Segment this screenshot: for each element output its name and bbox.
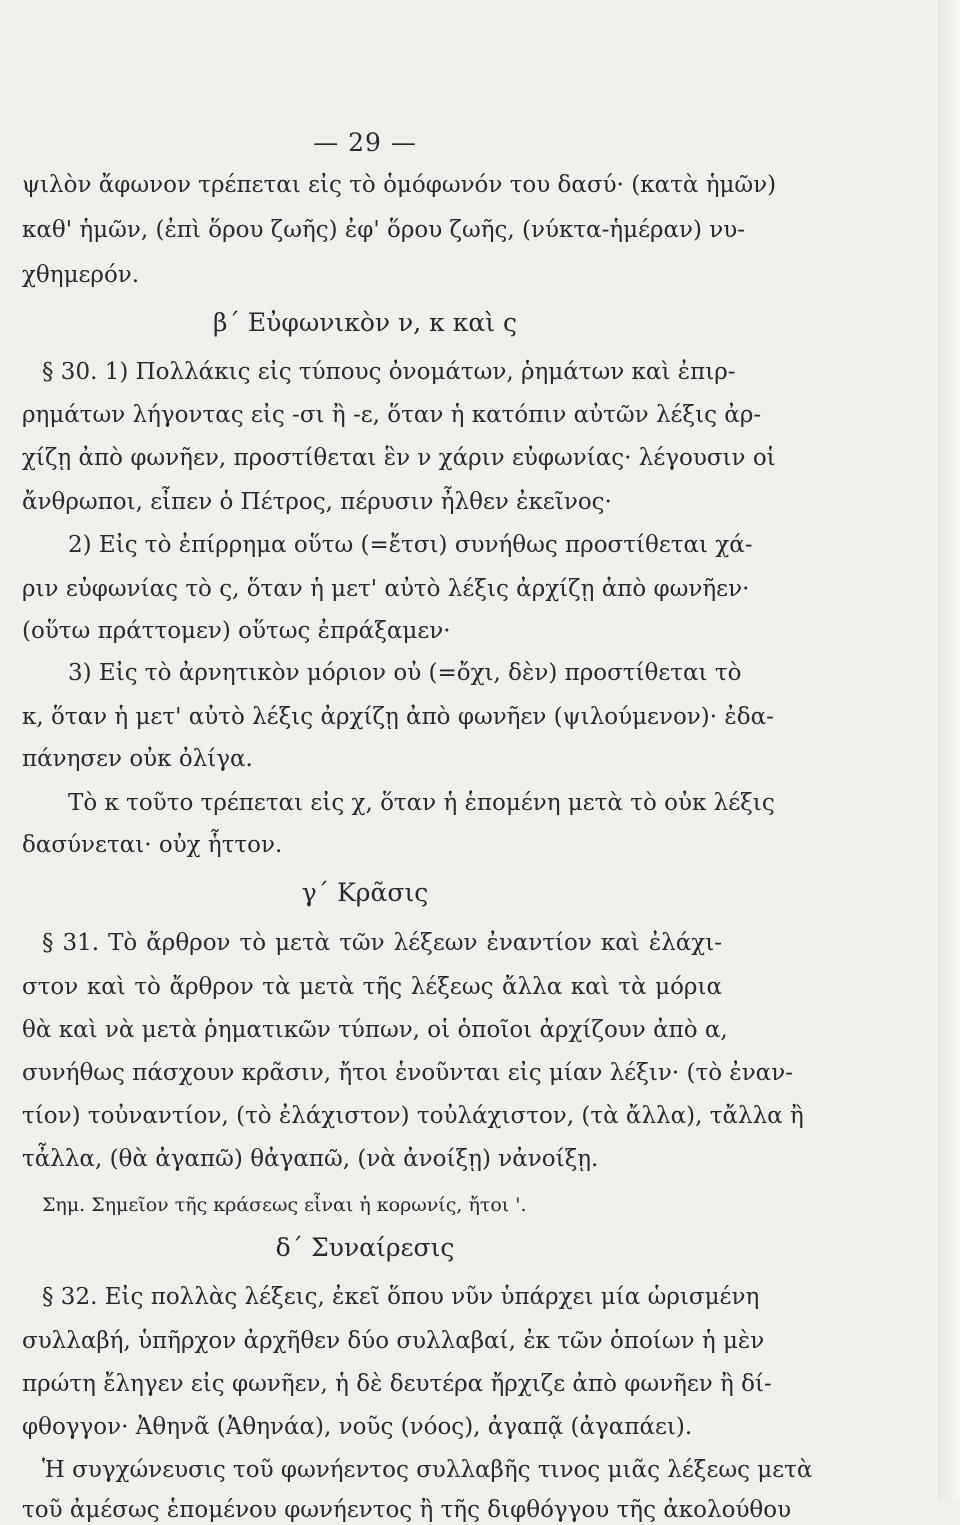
text-line: § 31. Τὸ ἄρθρον τὸ μετὰ τῶν λέξεων ἐναντίον καὶ ἐλάχι- <box>42 930 722 956</box>
text-line: χθημερόν. <box>22 262 140 288</box>
page-number: — 29 — <box>313 128 417 157</box>
text-line: καθ' ἡμῶν, (ἐπὶ ὅρου ζωῆς) ἐφ' ὅρου ζωῆς, (νύκτα-ἡμέραν) νυ- <box>22 217 746 243</box>
text-line: κ, ὅταν ἡ μετ' αὐτὸ λέξις ἀρχίζῃ ἀπὸ φωνῆεν (ψιλούμενον)· ἐδα- <box>22 704 774 730</box>
text-line: πάνησεν οὐκ ὀλίγα. <box>22 746 253 772</box>
section-heading-c: γ΄ Κρᾶσις <box>301 878 429 907</box>
page-edge <box>938 0 960 1500</box>
text-line: χίζῃ ἀπὸ φωνῆεν, προστίθεται ἓν ν χάριν εὐφωνίας· λέγουσιν οἱ <box>22 445 776 471</box>
section-heading-b: β΄ Εὐφωνικὸν ν, κ καὶ ς <box>213 308 517 337</box>
text-line: θὰ καὶ νὰ μετὰ ῥηματικῶν τύπων, οἱ ὁποῖοι ἀρχίζουν ἀπὸ α, <box>22 1017 728 1043</box>
text-line: § 32. Εἰς πολλὰς λέξεις, ἐκεῖ ὅπου νῦν ὑπάρχει μία ὡρισμένη <box>42 1284 760 1310</box>
text-line: 3) Εἰς τὸ ἀρνητικὸν μόριον οὐ (=ὄχι, δὲν) προστίθεται τὸ <box>68 660 742 686</box>
text-line: τίον) τοὐναντίον, (τὸ ἐλάχιστον) τοὐλάχιστον, (τὰ ἄλλα), τἄλλα ἢ <box>22 1103 804 1129</box>
text-line: Ἡ συγχώνευσις τοῦ φωνήεντος συλλαβῆς τινος μιᾶς λέξεως μετὰ <box>42 1457 813 1483</box>
text-line: στον καὶ τὸ ἄρθρον τὰ μετὰ τῆς λέξεως ἄλλα καὶ τὰ μόρια <box>22 974 722 1000</box>
text-line: δασύνεται· οὐχ ἧττον. <box>22 832 283 858</box>
text-line: ρημάτων λήγοντας εἰς -σι ἢ -ε, ὅταν ἡ κατόπιν αὐτῶν λέξις ἀρ- <box>22 402 762 428</box>
text-line: § 30. 1) Πολλάκις εἰς τύπους ὀνομάτων, ῥημάτων καὶ ἐπιρ- <box>42 359 736 385</box>
section-heading-d: δ΄ Συναίρεσις <box>275 1233 455 1262</box>
text-line: τἆλλα, (θὰ ἀγαπῶ) θἀγαπῶ, (νὰ ἀνοίξῃ) νἀνοίξῃ. <box>22 1146 599 1172</box>
text-line: ριν εὐφωνίας τὸ ς, ὅταν ἡ μετ' αὐτὸ λέξις ἀρχίζῃ ἀπὸ φωνῆεν· <box>22 576 750 602</box>
text-line: ἄνθρωποι, εἶπεν ὁ Πέτρος, πέρυσιν ἦλθεν ἐκεῖνος· <box>22 489 612 515</box>
text-line: συνήθως πάσχουν κρᾶσιν, ἤτοι ἑνοῦνται εἰς μίαν λέξιν· (τὸ ἐναν- <box>22 1060 793 1086</box>
text-line: τοῦ ἀμέσως ἑπομένου φωνήεντος ἢ τῆς διφθόγγου τῆς ἀκολούθου <box>22 1497 792 1523</box>
text-line: πρώτη ἔληγεν εἰς φωνῆεν, ἡ δὲ δευτέρα ἤρχιζε ἀπὸ φωνῆεν ἢ δί- <box>22 1371 772 1397</box>
note-line: Σημ. Σημεῖον τῆς κράσεως εἶναι ἡ κορωνίς, ἤτοι '. <box>42 1194 527 1216</box>
text-line: συλλαβή, ὑπῆρχον ἀρχῆθεν δύο συλλαβαί, ἐκ τῶν ὁποίων ἡ μὲν <box>22 1328 765 1354</box>
text-line: (οὕτω πράττομεν) οὕτως ἐπράξαμεν· <box>22 618 451 644</box>
text-line: φθογγον· Ἀθηνᾶ (Ἀθηνάα), νοῦς (νόος), ἀγαπᾷ (ἀγαπάει). <box>22 1414 693 1440</box>
text-line: 2) Εἰς τὸ ἐπίρρημα οὕτω (=ἔτσι) συνήθως προστίθεται χά- <box>68 532 753 558</box>
text-line: ψιλὸν ἄφωνον τρέπεται εἰς τὸ ὁμόφωνόν του δασύ· (κατὰ ἡμῶν) <box>22 172 777 198</box>
text-line: Τὸ κ τοῦτο τρέπεται εἰς χ, ὅταν ἡ ἑπομένη μετὰ τὸ οὐκ λέξις <box>68 790 775 816</box>
